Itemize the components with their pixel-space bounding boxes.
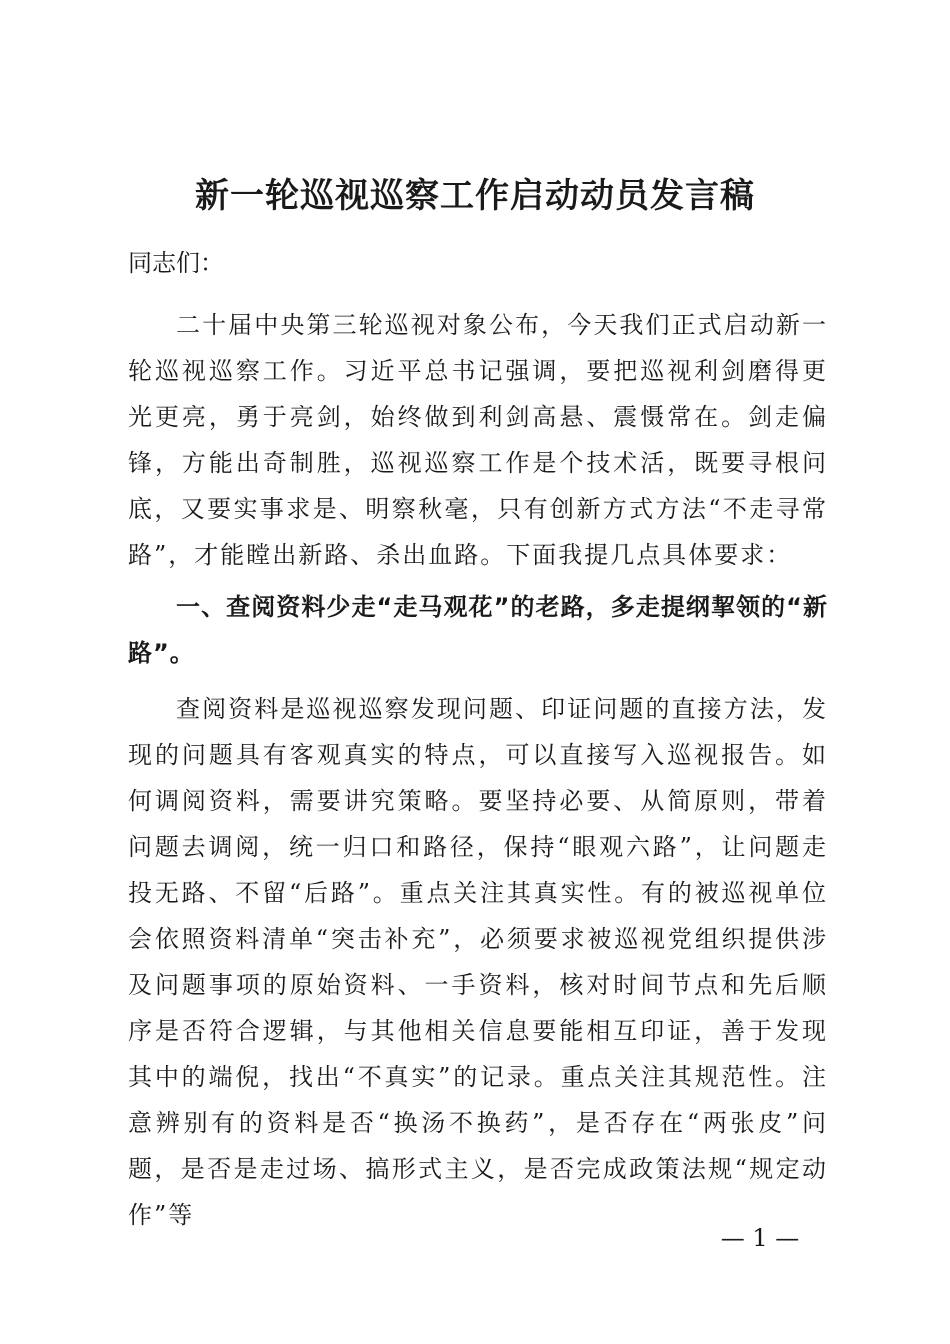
salutation: 同志们：: [128, 249, 224, 277]
section-heading: 一、查阅资料少走“走马观花”的老路，多走提纲挈领的“新路”。: [128, 593, 828, 667]
document-title: 新一轮巡视巡察工作启动动员发言稿: [195, 176, 755, 216]
paragraph-intro: 二十届中央第三轮巡视对象公布，今天我们正式启动新一轮巡视巡察工作。习近平总书记强调，要把巡视利剑磨得更光更亮，勇于亮剑，始终做到利剑高悬、震慑常在。剑走偏锋，方能出奇制胜，巡视巡察工作是个技术活，既要寻根问底，又要实事求是、明察秋毫，只有创新方式方法“不走寻常路”，才能瞠出新路、杀出血路。下面我提几点具体要求：: [128, 311, 828, 569]
page-number: — 1 —: [720, 1224, 800, 1252]
paragraph-body: 查阅资料是巡视巡察发现问题、印证问题的直接方法，发现的问题具有客观真实的特点，可以直接写入巡视报告。如何调阅资料，需要讲究策略。要坚持必要、从简原则，带着问题去调阅，统一归口和路径，保持“眼观六路”，让问题走投无路、不留“后路”。重点关注其真实性。有的被巡视单位会依照资料清单“突击补充”，必须要求被巡视党组织提供涉及问题事项的原始资料、一手资料，核对时间节点和先后顺序是否符合逻辑，与其他相关信息要能相互印证，善于发现其中的端倪，找出“不真实”的记录。重点关注其规范性。注意辨别有的资料是否“换汤不换药”，是否存在“两张皮”问题，是否是走过场、搞形式主义，是否完成政策法规“规定动作”等: [128, 695, 828, 1229]
